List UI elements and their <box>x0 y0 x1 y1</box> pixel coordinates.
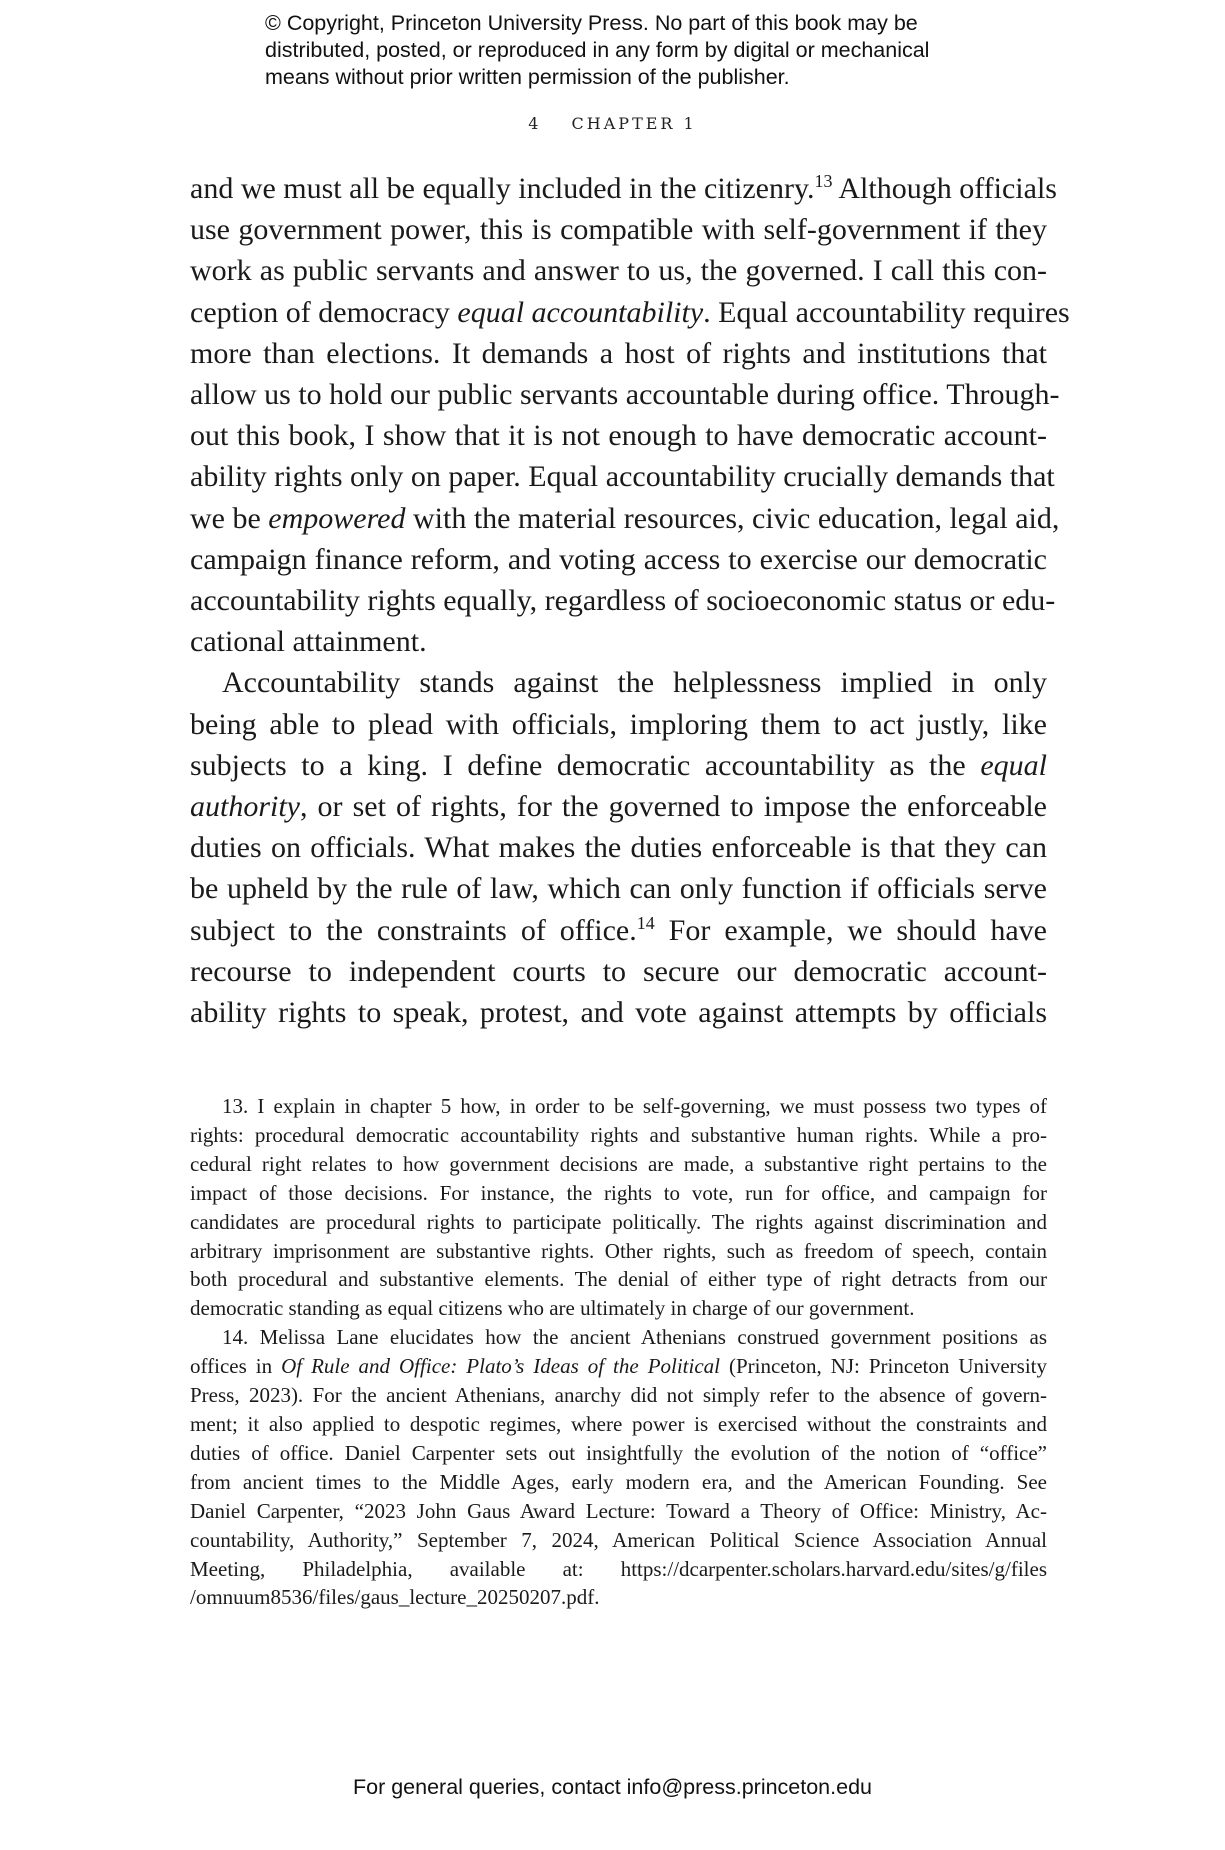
footnote-line: 13. I explain in chapter 5 how, in order to be self-governing, we must possess two types of <box>222 1094 1047 1118</box>
text-run: Although officials <box>832 172 1057 205</box>
footnote-line: impact of those decisions. For instance, the rights to vote, run for office, and campaign for <box>190 1180 1047 1205</box>
text-run: with the material resources, civic education, legal aid, <box>405 501 1060 535</box>
footnote-line: candidates are procedural rights to participate politically. The rights against discrimination and <box>190 1209 1047 1234</box>
text-run: subject to the constraints of office. <box>190 913 637 947</box>
copyright-line: means without prior written permission of the publisher. <box>265 65 790 89</box>
text-run: ception of democracy <box>190 295 458 329</box>
footnote-line: both procedural and substantive elements. The denial of either type of right detracts from our <box>190 1267 1047 1292</box>
text-run: (Princeton, NJ: Princeton University <box>720 1354 1047 1379</box>
footnote-line <box>190 1352 1047 1381</box>
footnote-ref-13[interactable]: 13 <box>814 171 833 191</box>
footnote-line: Meeting, Philadelphia, available at: https://dcarpenter.scholars.harvard.edu/sites/g/files <box>190 1556 1047 1581</box>
footnote-line: ment; it also applied to despotic regimes, where power is exercised without the constraints and <box>190 1411 1047 1436</box>
footnote-line: /omnuum8536/files/gaus_lecture_20250207.pdf. <box>190 1585 600 1610</box>
text-line: be upheld by the rule of law, which can only function if officials serve <box>190 872 1047 906</box>
running-head <box>0 114 1225 133</box>
text-line <box>190 786 1047 827</box>
footnote-ref-14[interactable]: 14 <box>636 912 655 933</box>
text-line <box>190 168 1057 209</box>
text-line: use government power, this is compatible with self-government if they <box>190 213 1047 247</box>
footnote-line: duties of office. Daniel Carpenter sets out insightfully the evolution of the notion of “office” <box>190 1440 1047 1465</box>
emphasis: equal accountability <box>457 295 704 329</box>
page-number: 4 <box>528 114 542 133</box>
footnotes <box>190 1092 1047 1612</box>
footnote-line: cedural right relates to how government decisions are made, a substantive right pertains to the <box>190 1151 1047 1176</box>
paragraph <box>190 662 1047 1033</box>
text-line: ability rights only on paper. Equal accountability crucially demands that <box>190 460 1055 494</box>
text-line: being able to plead with officials, imploring them to act justly, like <box>190 707 1047 741</box>
text-line: ability rights to speak, protest, and vote against attempts by officials <box>190 996 1047 1030</box>
text-run: offices in <box>190 1354 282 1379</box>
footnote-line: Daniel Carpenter, “2023 John Gaus Award Lecture: Toward a Theory of Office: Ministry, Ac- <box>190 1498 1047 1523</box>
text-line <box>190 498 1060 539</box>
footnote-line: from ancient times to the Middle Ages, early modern era, and the American Founding. See <box>190 1469 1047 1494</box>
paragraph <box>190 168 1070 662</box>
footnote-line: Press, 2023). For the ancient Athenians, anarchy did not simply refer to the absence of govern- <box>190 1383 1047 1408</box>
emphasis: equal <box>980 748 1047 782</box>
book-title: Of Rule and Office: Plato’s Ideas of the Political <box>281 1354 721 1379</box>
text-run: , or set of rights, for the governed to impose the enforceable <box>300 790 1047 824</box>
text-line: Accountability stands against the helplessness implied in only <box>222 666 1047 700</box>
footnote-13 <box>190 1092 1047 1323</box>
text-line: cational attainment. <box>190 625 427 659</box>
text-run: subjects to a king. I define democratic accountability as the <box>190 748 981 782</box>
text-line <box>190 745 1047 786</box>
text-line: more than elections. It demands a host of rights and institutions that <box>190 336 1047 370</box>
footnote-line: countability, Authority,” September 7, 2024, American Political Science Association Annual <box>190 1527 1047 1552</box>
text-line: campaign finance reform, and voting access to exercise our democratic <box>190 542 1047 576</box>
copyright-line: distributed, posted, or reproduced in any form by digital or mechanical <box>265 38 930 62</box>
text-line: work as public servants and answer to us, the governed. I call this con- <box>190 254 1047 288</box>
footnote-line: rights: procedural democratic accountability rights and substantive human rights. While a pro- <box>190 1122 1047 1147</box>
text-run: . Equal accountability requires <box>703 295 1070 329</box>
text-run: For example, we should have <box>654 913 1047 947</box>
text-line: duties on officials. What makes the duties enforceable is that they can <box>190 831 1047 865</box>
text-run: we be <box>190 501 269 535</box>
emphasis: empowered <box>268 501 406 535</box>
copyright-line: © Copyright, Princeton University Press. No part of this book may be <box>265 11 918 35</box>
text-line: recourse to independent courts to secure our democratic account- <box>190 954 1047 988</box>
chapter-label: CHAPTER 1 <box>571 114 697 133</box>
body-text <box>190 168 1070 1033</box>
footnote-line: 14. Melissa Lane elucidates how the ancient Athenians construed government positions as <box>222 1325 1047 1350</box>
text-line: out this book, I show that it is not enough to have democratic account- <box>190 419 1047 453</box>
footnote-line: democratic standing as equal citizens who are ultimately in charge of our government. <box>190 1296 915 1321</box>
copyright-notice <box>265 10 1025 91</box>
text-run: and we must all be equally included in the citizenry. <box>190 172 815 205</box>
footnote-line: arbitrary imprisonment are substantive rights. Other rights, such as freedom of speech, contain <box>190 1238 1047 1263</box>
text-line <box>190 910 1047 951</box>
text-line: allow us to hold our public servants accountable during office. Through- <box>190 378 1060 412</box>
text-line: accountability rights equally, regardless of socioeconomic status or edu- <box>190 584 1056 618</box>
text-line <box>190 292 1070 333</box>
emphasis: authority <box>190 790 300 824</box>
footer-contact: For general queries, contact info@press.princeton.edu <box>352 1775 872 1799</box>
footnote-14 <box>190 1323 1047 1612</box>
